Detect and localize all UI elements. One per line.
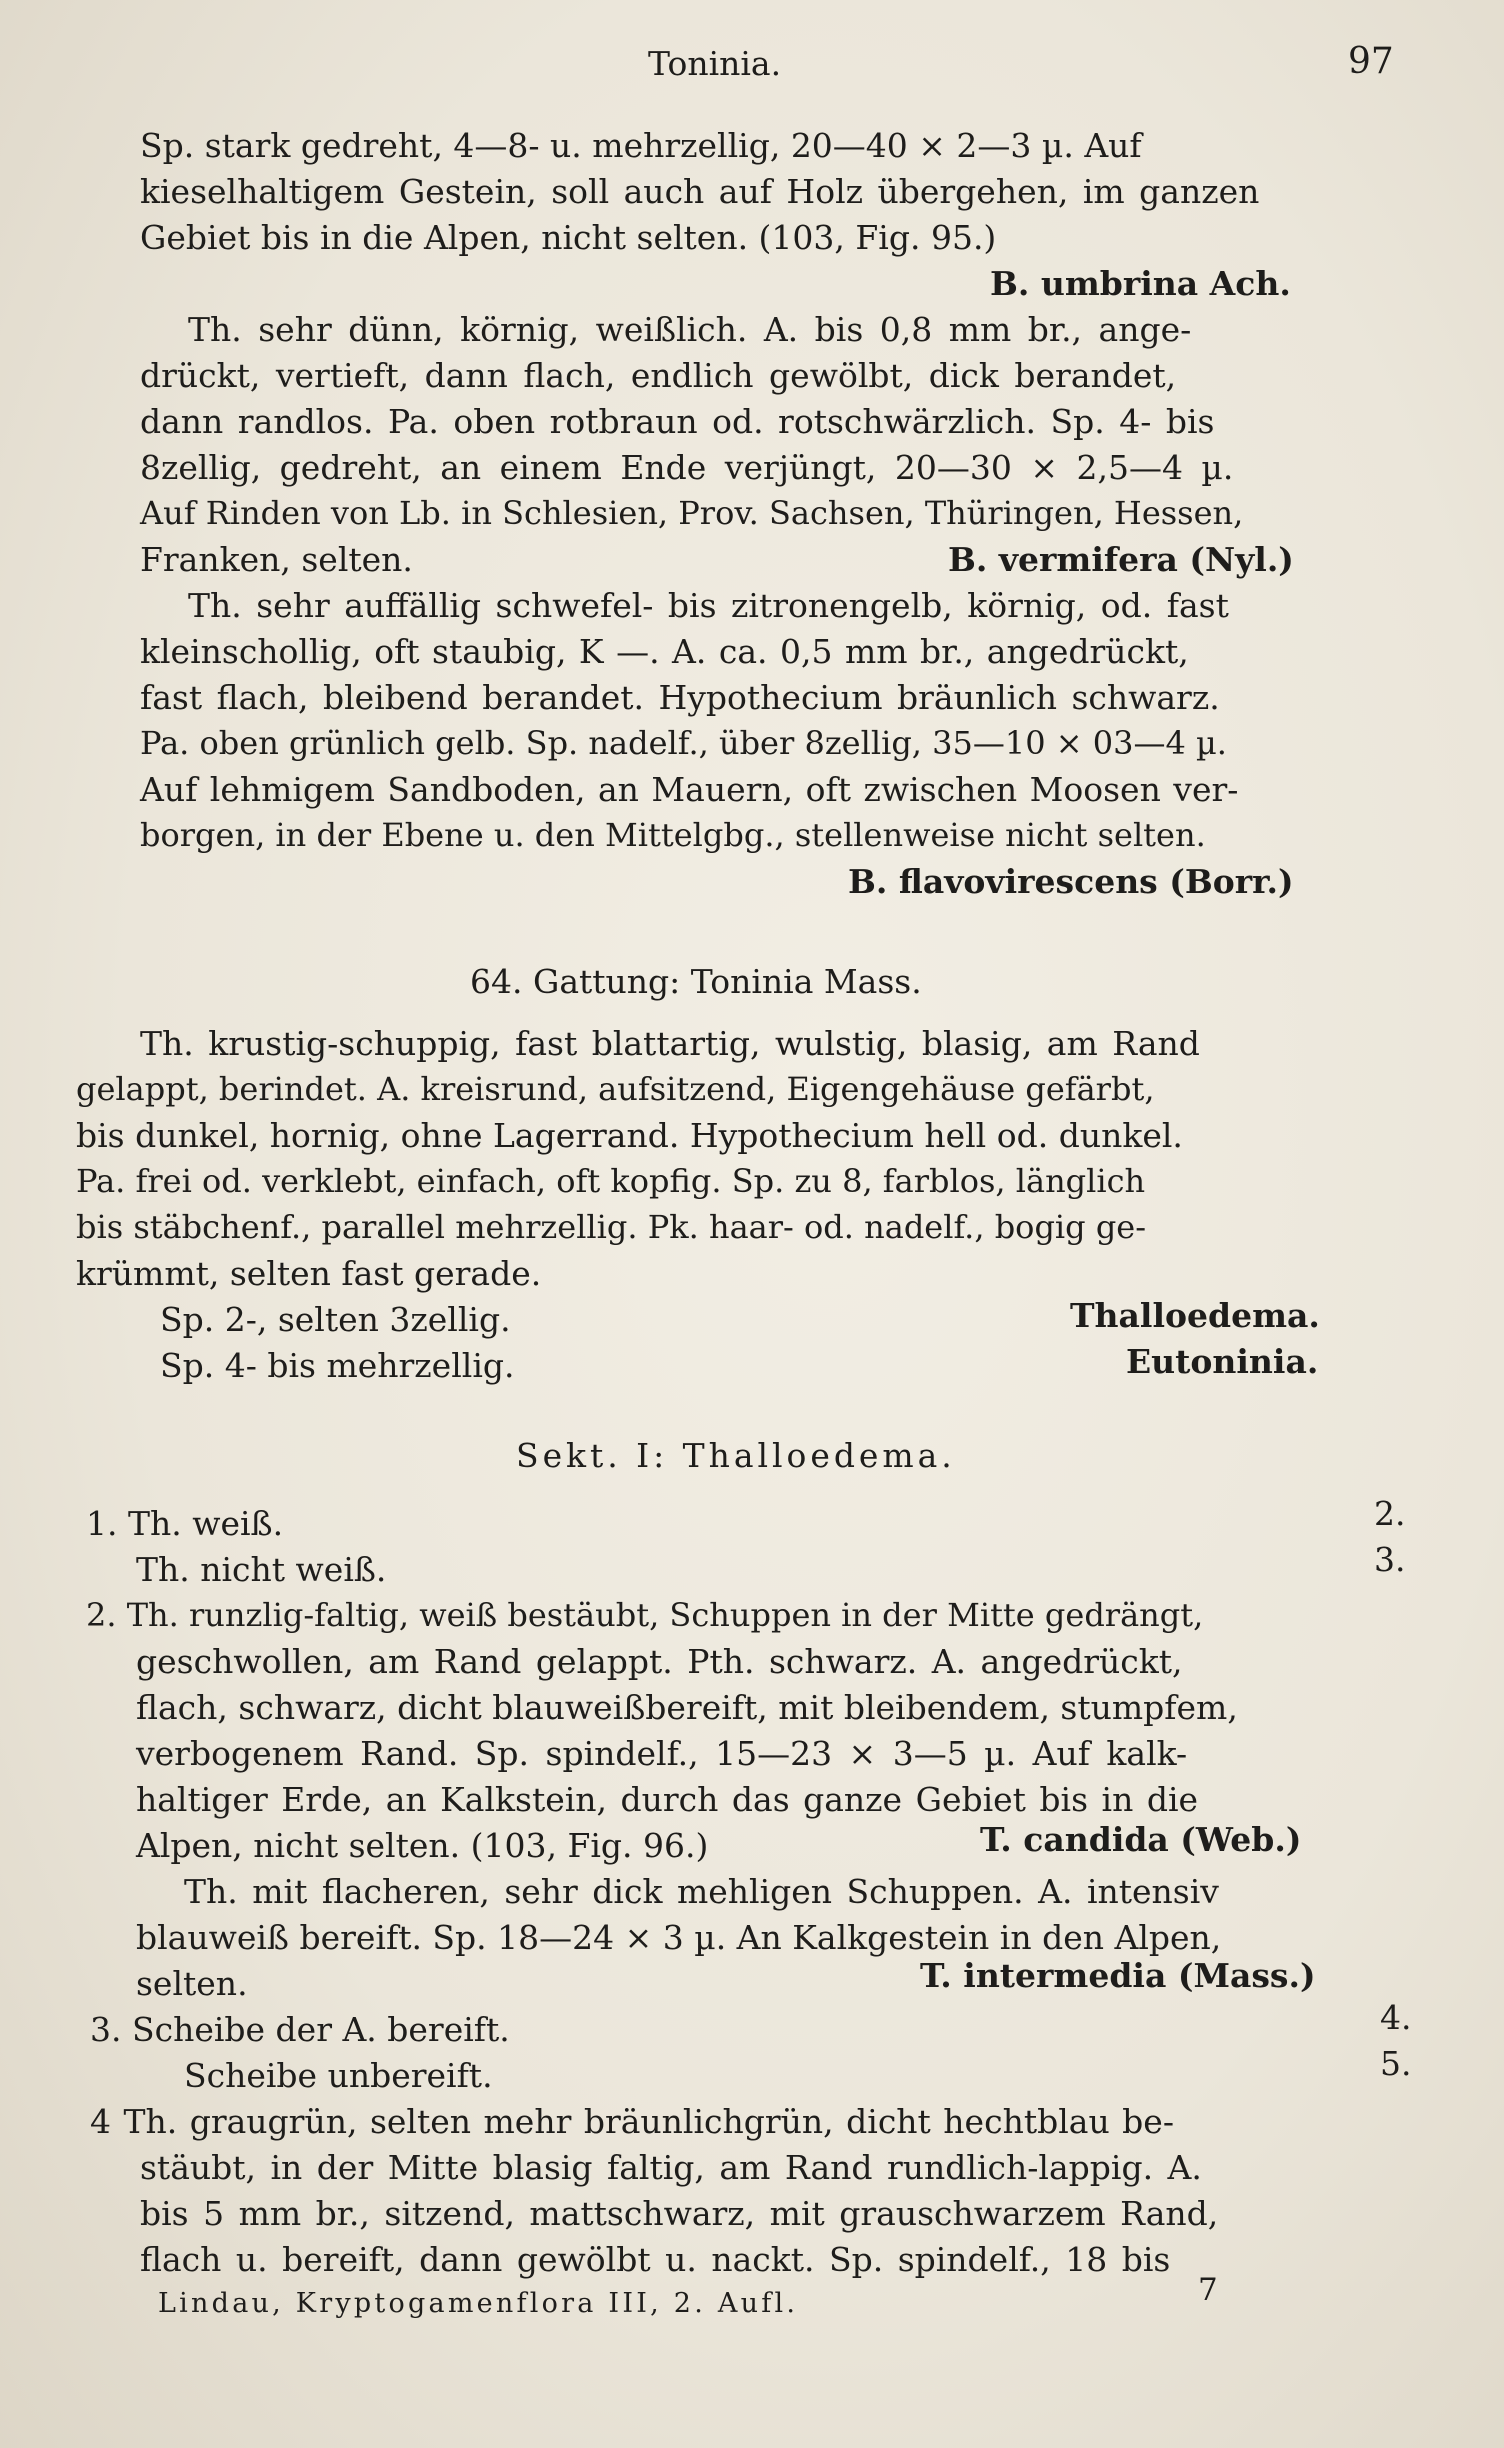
- text-line: Th. sehr auffällig schwefel- bis zitronengelb, körnig, od. fast: [188, 586, 1229, 625]
- key-text: Th. nicht weiß.: [136, 1550, 387, 1589]
- text-line: drückt, vertieft, dann flach, endlich gewölbt, dick berandet,: [140, 356, 1177, 395]
- key-text: selten.: [136, 1964, 248, 2003]
- key-text: Alpen, nicht selten. (103, Fig. 96.): [136, 1826, 709, 1865]
- key-lead-number: 2.: [1374, 1494, 1406, 1533]
- text-line: bis stäbchenf., parallel mehrzellig. Pk. haar- od. nadelf., bogig ge-: [76, 1208, 1147, 1246]
- key-text: 2. Th. runzlig-faltig, weiß bestäubt, Schuppen in der Mitte gedrängt,: [86, 1596, 1204, 1634]
- text-line: kleinschollig, oft staubig, K —. A. ca. 0,5 mm br., angedrückt,: [140, 632, 1189, 671]
- text-line: 8zellig, gedreht, an einem Ende verjüngt, 20—30 × 2,5—4 µ.: [140, 448, 1234, 487]
- text-line: fast flach, bleibend berandet. Hypothecium bräunlich schwarz.: [140, 678, 1220, 717]
- section-name: Eutoninia.: [1126, 1342, 1319, 1381]
- text-line: Th. sehr dünn, körnig, weißlich. A. bis 0,8 mm br., ange-: [188, 310, 1192, 349]
- species-name: T. candida (Web.): [980, 1820, 1302, 1859]
- key-text: stäubt, in der Mitte blasig faltig, am Rand rundlich-lappig. A.: [140, 2148, 1202, 2187]
- text-line: dann randlos. Pa. oben rotbraun od. rotschwärzlich. Sp. 4- bis: [140, 402, 1215, 441]
- section-heading: Sekt. I: Thalloedema.: [516, 1436, 956, 1475]
- species-name: T. intermedia (Mass.): [920, 1956, 1316, 1995]
- key-text: flach, schwarz, dicht blauweißbereift, mit bleibendem, stumpfem,: [136, 1688, 1238, 1727]
- key-text: flach u. bereift, dann gewölbt u. nackt. Sp. spindelf., 18 bis: [140, 2240, 1171, 2279]
- species-name: B. umbrina Ach.: [990, 264, 1291, 303]
- text-line: kieselhaltigem Gestein, soll auch auf Holz übergehen, im ganzen: [140, 172, 1260, 211]
- footer-source: Lindau, Kryptogamenflora III, 2. Aufl.: [158, 2288, 799, 2319]
- key-lead-number: 5.: [1380, 2044, 1412, 2083]
- genus-heading: 64. Gattung: Toninia Mass.: [470, 962, 922, 1001]
- text-line: gelappt, berindet. A. kreisrund, aufsitzend, Eigengehäuse gefärbt,: [76, 1070, 1155, 1108]
- text-line: bis dunkel, hornig, ohne Lagerrand. Hypothecium hell od. dunkel.: [76, 1116, 1183, 1155]
- page-number: 97: [1348, 41, 1394, 82]
- key-text: 4 Th. graugrün, selten mehr bräunlichgrün, dicht hechtblau be-: [90, 2102, 1174, 2141]
- key-text: 3. Scheibe der A. bereift.: [90, 2010, 510, 2049]
- running-title: Toninia.: [648, 44, 782, 83]
- key-text: Scheibe unbereift.: [184, 2056, 493, 2095]
- key-lead-number: 4.: [1380, 1998, 1412, 2037]
- text-line: Pa. oben grünlich gelb. Sp. nadelf., über 8zellig, 35—10 × 03—4 µ.: [140, 724, 1227, 762]
- key-text: haltiger Erde, an Kalkstein, durch das ganze Gebiet bis in die: [136, 1780, 1199, 1819]
- text-line: Pa. frei od. verklebt, einfach, oft kopfig. Sp. zu 8, farblos, länglich: [76, 1162, 1146, 1200]
- text-line: krümmt, selten fast gerade.: [76, 1254, 542, 1293]
- section-name: Thalloedema.: [1070, 1296, 1320, 1335]
- text-line: Th. krustig-schuppig, fast blattartig, wulstig, blasig, am Rand: [140, 1024, 1200, 1063]
- key-text: Sp. 4- bis mehrzellig.: [160, 1346, 515, 1385]
- text-line: borgen, in der Ebene u. den Mittelgbg., stellenweise nicht selten.: [140, 816, 1206, 854]
- text-line: Gebiet bis in die Alpen, nicht selten. (103, Fig. 95.): [140, 218, 997, 257]
- text-line: Auf Rinden von Lb. in Schlesien, Prov. Sachsen, Thüringen, Hessen,: [140, 494, 1244, 532]
- species-name: B. flavovirescens (Borr.): [848, 862, 1294, 901]
- key-text: Sp. 2-, selten 3zellig.: [160, 1300, 511, 1339]
- text-line: Sp. stark gedreht, 4—8- u. mehrzellig, 20—40 × 2—3 µ. Auf: [140, 126, 1142, 165]
- key-lead-number: 3.: [1374, 1540, 1406, 1579]
- key-text: Th. mit flacheren, sehr dick mehligen Schuppen. A. intensiv: [184, 1872, 1219, 1911]
- sheet-number: 7: [1198, 2272, 1218, 2308]
- key-text: geschwollen, am Rand gelappt. Pth. schwarz. A. angedrückt,: [136, 1642, 1183, 1681]
- key-text: verbogenem Rand. Sp. spindelf., 15—23 × 3—5 µ. Auf kalk-: [136, 1734, 1188, 1773]
- key-text: blauweiß bereift. Sp. 18—24 × 3 µ. An Kalkgestein in den Alpen,: [136, 1918, 1222, 1957]
- species-name: B. vermifera (Nyl.): [948, 540, 1294, 579]
- text-line: Auf lehmigem Sandboden, an Mauern, oft zwischen Moosen ver-: [140, 770, 1239, 809]
- text-line: Franken, selten.: [140, 540, 413, 579]
- key-text: bis 5 mm br., sitzend, mattschwarz, mit grauschwarzem Rand,: [140, 2194, 1219, 2233]
- key-text: 1. Th. weiß.: [86, 1504, 284, 1543]
